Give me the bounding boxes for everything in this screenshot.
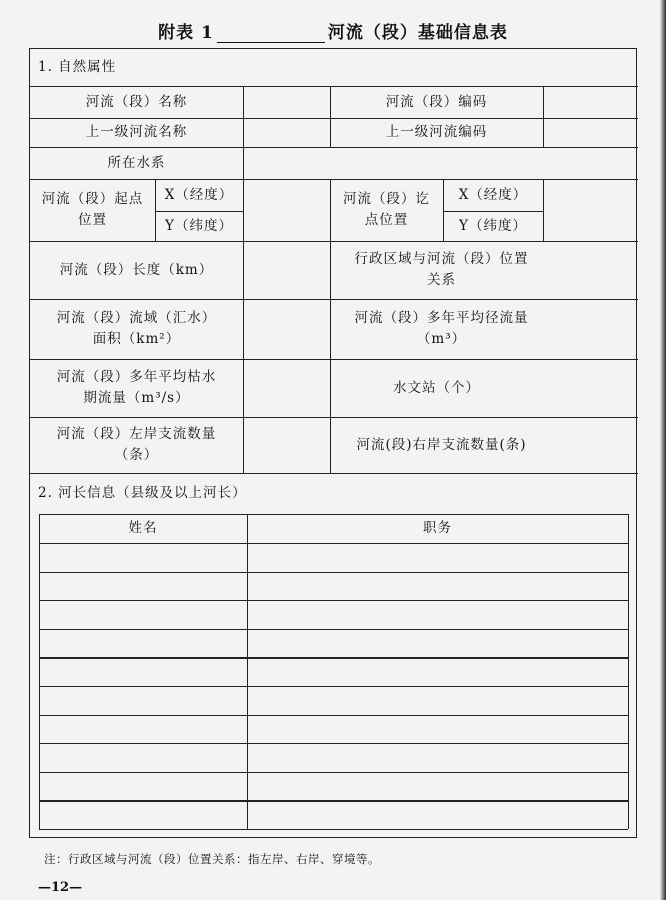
label-end-point: 河流（段）讫点位置 xyxy=(343,191,430,228)
chief-name-cell[interactable] xyxy=(39,715,247,744)
value-cell[interactable] xyxy=(243,86,330,118)
chief-position-cell[interactable] xyxy=(247,629,628,658)
value-cell[interactable] xyxy=(243,241,330,299)
label-hydro-station: 水文站（个） xyxy=(393,379,480,396)
chief-name-cell[interactable] xyxy=(39,743,247,772)
chief-position-cell[interactable] xyxy=(247,600,628,629)
value-cell[interactable] xyxy=(543,417,638,473)
chief-name-cell[interactable] xyxy=(39,772,247,801)
title-blank-line xyxy=(217,26,325,43)
label-basin-area: 河流（段）流域（汇水）面积（km²） xyxy=(56,310,217,347)
label-left-tributaries: 河流（段）左岸支流数量（条） xyxy=(56,426,217,463)
value-cell[interactable] xyxy=(543,241,638,299)
chief-name-cell[interactable] xyxy=(39,572,247,601)
appendix-label: 附表 1 xyxy=(158,23,214,43)
chief-name-cell[interactable] xyxy=(39,686,247,715)
label-admin-relation: 行政区域与河流（段）位置关系 xyxy=(354,251,529,288)
chief-name-cell[interactable] xyxy=(39,543,247,572)
scan-edge-shadow xyxy=(660,0,666,900)
value-cell[interactable] xyxy=(243,417,330,473)
value-cell[interactable] xyxy=(543,211,638,241)
label-parent-river-name: 上一级河流名称 xyxy=(85,124,188,141)
column-header-position: 职务 xyxy=(423,520,452,537)
page-number: —12— xyxy=(38,880,83,895)
value-cell[interactable] xyxy=(243,118,330,147)
label-start-x-longitude: X（经度） xyxy=(164,186,234,203)
chief-position-cell[interactable] xyxy=(247,657,628,686)
chief-position-cell[interactable] xyxy=(247,543,628,572)
value-cell[interactable] xyxy=(243,299,330,359)
river-info-table xyxy=(29,48,637,838)
value-cell[interactable] xyxy=(243,179,330,211)
value-cell[interactable] xyxy=(543,179,638,211)
chief-name-cell[interactable] xyxy=(39,657,247,686)
value-cell[interactable] xyxy=(543,86,638,118)
label-start-y-latitude: Y（纬度） xyxy=(165,217,233,234)
label-end-y-latitude: Y（纬度） xyxy=(459,217,527,234)
label-start-point: 河流（段）起点位置 xyxy=(41,191,144,228)
label-avg-runoff: 河流（段）多年平均径流量（m³） xyxy=(354,310,529,347)
chief-position-cell[interactable] xyxy=(247,800,628,829)
table-title: 河流（段）基础信息表 xyxy=(327,23,508,43)
chief-position-cell[interactable] xyxy=(247,572,628,601)
value-cell[interactable] xyxy=(543,359,638,417)
label-end-x-longitude: X（经度） xyxy=(458,186,528,203)
chief-name-cell[interactable] xyxy=(39,800,247,829)
section-river-chief-info: 2. 河长信息（县级及以上河长） xyxy=(38,485,247,502)
column-header-name: 姓名 xyxy=(128,520,158,537)
page-title xyxy=(0,18,666,43)
value-cell[interactable] xyxy=(243,359,330,417)
chief-position-cell[interactable] xyxy=(247,715,628,744)
table-rule xyxy=(628,514,629,829)
label-water-system: 所在水系 xyxy=(107,154,166,171)
chief-position-cell[interactable] xyxy=(247,686,628,715)
value-cell[interactable] xyxy=(243,147,638,179)
section-natural-attributes: 1. 自然属性 xyxy=(38,59,117,76)
label-river-name: 河流（段）名称 xyxy=(85,93,188,110)
chief-position-cell[interactable] xyxy=(247,743,628,772)
chief-position-cell[interactable] xyxy=(247,772,628,801)
label-river-length: 河流（段）长度（km） xyxy=(59,261,214,278)
value-cell[interactable] xyxy=(543,299,638,359)
value-cell[interactable] xyxy=(243,211,330,241)
footnote: 注：行政区域与河流（段）位置关系：指左岸、右岸、穿境等。 xyxy=(44,852,380,866)
label-river-code: 河流（段）编码 xyxy=(385,93,488,110)
chief-name-cell[interactable] xyxy=(39,600,247,629)
table-rule xyxy=(39,829,628,830)
chief-name-cell[interactable] xyxy=(39,629,247,658)
label-dry-season-flow: 河流（段）多年平均枯水期流量（m³/s） xyxy=(56,369,217,406)
label-parent-river-code: 上一级河流编码 xyxy=(385,124,488,141)
value-cell[interactable] xyxy=(543,118,638,147)
label-right-tributaries: 河流(段)右岸支流数量(条) xyxy=(356,436,527,453)
